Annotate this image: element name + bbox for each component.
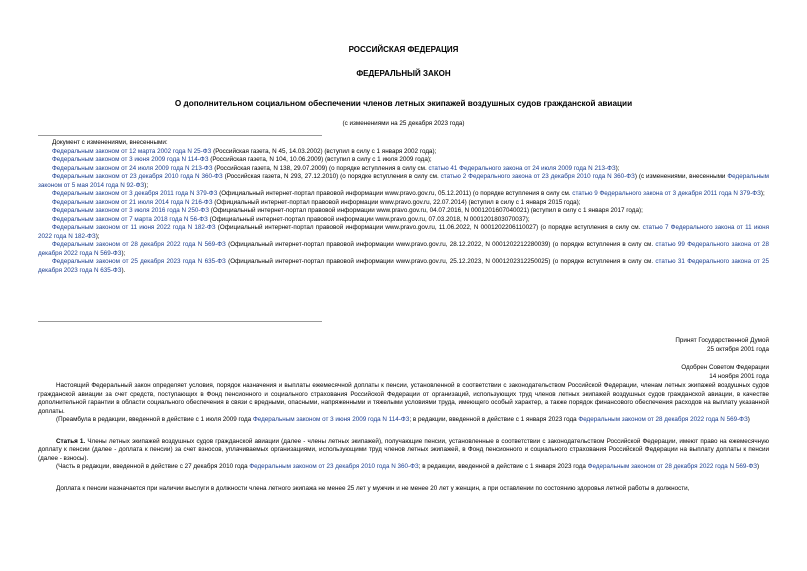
amendment-text: (Официальный интернет-портал правовой информации www.pravo.gov.ru, 04.07.2016, N 0001201607040021) (вступил в силу с 1 января 2017 года); — [209, 207, 643, 214]
amendments-intro: Документ с изменениями, внесенными: — [52, 139, 168, 146]
preamble-note — [38, 416, 769, 425]
article-1-note-text-3: ) — [757, 463, 760, 470]
amendment-text: (Официальный интернет-портал правовой информации www.pravo.gov.ru, 07.03.2018, N 0001201803070037); — [207, 215, 530, 223]
amendment-link[interactable]: статью 7 Федерального закона от 11 июня 2022 года N 182-ФЗ — [38, 224, 769, 240]
amendment-text: (Официальный интернет-портал правовой информации www.pravo.gov.ru, 28.12.2022, N 0001202212280039) (о порядке вступления в силу см. — [225, 241, 656, 248]
amendment-text: ); — [615, 164, 620, 172]
amendment-link[interactable]: Федеральным законом от 3 июня 2009 года N 114-ФЗ — [52, 156, 209, 163]
amendment-item — [38, 148, 769, 157]
amendment-text: ); — [760, 190, 765, 197]
amendment-link[interactable]: Федеральным законом от 12 марта 2002 года N 25-ФЗ — [52, 147, 212, 155]
law-type-heading: ФЕДЕРАЛЬНЫЙ ЗАКОН — [356, 69, 451, 78]
article-1-note — [38, 463, 769, 472]
preamble-text: Настоящий Федеральный закон определяет условия, порядок назначения и выплаты ежемесячной доплаты к пенсии, установленной в соответствии с законодательством Российской Федерации, членам летных экипажей воздушных судов гражданской авиации за счет средств, поступающих в Фонд пенсионного и социального страхования Российской Федерации от организаций, использующих труд членов летных экипажей воздушных судов гражданской авиации, в качестве дополнительной гарантии в области социального обеспечения в связи с вредными, опасными, напряженными и тяжелыми условиями труда, имеющего особый характер, а также порядок финансового обеспечения расходов на выплату указанной доплаты. — [38, 382, 769, 415]
article-1-label: Статья 1. — [56, 437, 86, 445]
country-heading: РОССИЙСКАЯ ФЕДЕРАЦИЯ — [348, 45, 459, 54]
duma-line-2: 25 октября 2001 года — [706, 345, 769, 353]
amendment-item — [38, 190, 769, 199]
amendment-text: (Официальный интернет-портал правовой информации www.pravo.gov.ru, 22.07.2014) (вступил в силу с 1 января 2015 года); — [212, 198, 581, 206]
amendment-text: ); — [121, 249, 126, 257]
duma-line-1: Принят Государственной Думой — [675, 337, 769, 344]
article-1-note-link-1[interactable]: Федеральным законом от 23 декабря 2010 года N 360-ФЗ — [249, 463, 419, 470]
amendment-text: (Российская газета, N 104, 10.06.2009) (вступил в силу с 1 июля 2009 года); — [208, 156, 432, 163]
divider-bottom — [38, 321, 322, 322]
amendment-text: (Официальный интернет-портал правовой информации www.pravo.gov.ru, 25.12.2023, N 0001202312250025) (о порядке вступления в силу см. — [225, 258, 656, 265]
amendment-item — [38, 224, 769, 241]
preamble-note-link-2[interactable]: Федеральным законом от 28 декабря 2022 года N 569-ФЗ — [578, 416, 748, 423]
law-title: О дополнительном социальном обеспечении членов летных экипажей воздушных судов гражданской авиации — [174, 99, 633, 108]
article-1-note-text-2: ; в редакции, введенной в действие с 1 января 2023 года — [418, 463, 588, 470]
council-line-1: Одобрен Советом Федерации — [681, 364, 769, 371]
amendment-text: ); — [95, 232, 100, 240]
council-approval — [681, 364, 769, 381]
amendment-text: (Российская газета, N 293, 27.12.2010) (о порядке вступления в силу см. — [222, 173, 441, 180]
amendment-link[interactable]: статью 31 Федерального закона от 25 декабря 2023 года N 635-ФЗ — [38, 258, 770, 274]
article-1-note-link-2[interactable]: Федеральным законом от 28 декабря 2022 года N 569-ФЗ — [587, 463, 758, 470]
amendment-link[interactable]: Федеральным законом от 25 декабря 2023 года N 635-ФЗ — [52, 258, 226, 265]
amendment-link[interactable]: Федеральным законом от 21 июля 2014 года N 216-ФЗ — [52, 198, 213, 206]
amendment-item — [38, 241, 769, 258]
amendment-text: ); — [144, 181, 149, 189]
amendment-text: (Официальный интернет-портал правовой информации www.pravo.gov.ru, 11.06.2022, N 0001202206110027) (о порядке вступления в силу см. — [215, 224, 643, 231]
amendment-link[interactable]: Федеральным законом от 24 июля 2009 года N 213-ФЗ — [52, 164, 213, 172]
amendment-link[interactable]: Федеральным законом от 3 декабря 2011 года N 379-ФЗ — [52, 190, 218, 197]
body-text — [38, 382, 769, 493]
preamble-note-text-3: ) — [747, 416, 750, 423]
amendment-link[interactable]: Федеральным законом от 23 декабря 2010 года N 360-ФЗ — [52, 173, 223, 180]
amendment-item — [38, 173, 769, 190]
amendment-item — [38, 207, 769, 216]
amendment-link[interactable]: статью 99 Федерального закона от 28 декабря 2022 года N 569-ФЗ — [38, 241, 770, 257]
amendment-text: (Официальный интернет-портал правовой информации www.pravo.gov.ru, 05.12.2011) (о порядке вступления в силу см. — [217, 190, 573, 197]
preamble-note-text-1: (Преамбула в редакции, введенной в действие с 1 июля 2009 года — [56, 416, 253, 423]
divider-top — [38, 135, 322, 136]
amendment-item — [38, 156, 769, 165]
preamble-note-link-1[interactable]: Федеральным законом от 3 июня 2009 года N 114-ФЗ — [252, 416, 410, 423]
amendment-link[interactable]: статью 41 Федерального закона от 24 июля 2009 года N 213-ФЗ — [428, 164, 616, 172]
amendment-link[interactable]: Федеральным законом от 7 марта 2018 года N 56-ФЗ — [52, 215, 208, 223]
amendment-text: ). — [121, 266, 126, 274]
amendments-list — [38, 139, 769, 275]
amendment-item — [38, 216, 769, 225]
amendment-link[interactable]: статью 9 Федерального закона от 3 декабря 2011 года N 379-ФЗ — [572, 190, 761, 197]
amendment-link[interactable]: Федеральным законом от 5 мая 2014 года N 92-ФЗ — [38, 173, 769, 189]
amendment-text: ) (с изменениями, внесенными — [634, 173, 728, 180]
article-1-note-text-1: (Часть в редакции, введенной в действие с 27 декабря 2010 года — [56, 463, 250, 470]
preamble-note-text-2: ; в редакции, введенной в действие с 1 января 2023 года — [409, 416, 579, 423]
amendment-link[interactable]: Федеральным законом от 11 июня 2022 года N 182-ФЗ — [52, 224, 216, 231]
revision-note: (с изменениями на 25 декабря 2023 года) — [342, 120, 465, 127]
amendment-link[interactable]: Федеральным законом от 3 июля 2016 года N 250-ФЗ — [52, 207, 210, 214]
amendment-link[interactable]: Федеральным законом от 28 декабря 2022 года N 569-ФЗ — [52, 241, 226, 248]
amendment-item — [38, 258, 769, 275]
duma-adoption — [675, 337, 769, 354]
article-1-body: Члены летных экипажей воздушных судов гражданской авиации (далее - члены летных экипажей), получающие пенсии, установленные в соответствии с законодательством Российской Федерации, имеют право на ежемесячную доплату к пенсии (далее - доплата к пенсии) за счет взносов, уплачиваемых организациями, использующими труд членов летных экипажей, в Фонд пенсионного и социального страхования Российской Федерации на выплату доплаты к пенсии (далее - взносы). — [38, 437, 769, 462]
article-1-next-paragraph: Доплата к пенсии назначается при наличии выслуги в должности члена летного экипажа не менее 25 лет у мужчин и не менее 20 лет у женщин, а при оставлении по состоянию здоровья летной работы в должности, — [56, 484, 690, 492]
amendment-link[interactable]: статью 2 Федерального закона от 23 декабря 2010 года N 360-ФЗ — [440, 173, 635, 180]
amendment-text: (Российская газета, N 45, 14.03.2002) (вступил в силу с 1 января 2002 года); — [211, 147, 437, 155]
article-1-text — [38, 438, 769, 464]
amendment-item — [38, 199, 769, 208]
council-line-2: 14 ноября 2001 года — [709, 372, 769, 380]
amendment-item — [38, 165, 769, 174]
amendment-text: (Российская газета, N 138, 29.07.2009) (о порядке вступления в силу см. — [212, 164, 429, 172]
